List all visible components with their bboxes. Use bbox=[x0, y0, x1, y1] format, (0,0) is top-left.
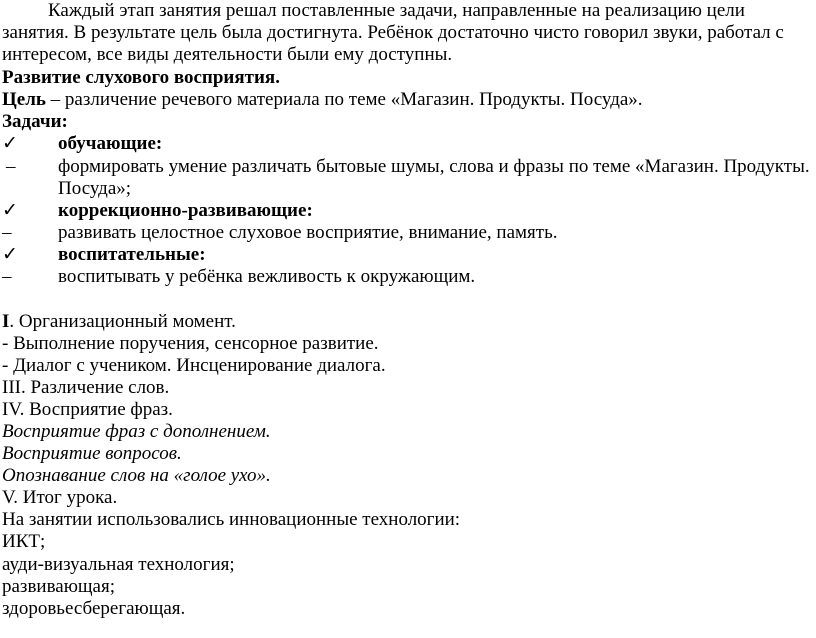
plan-item-1-text: . Организационный момент. bbox=[9, 311, 236, 332]
intro-line-2: занятия. В результате цель была достигнута. Ребёнок достаточно чисто говорил звуки, работал с bbox=[2, 22, 784, 43]
checkmark-icon: ✓ bbox=[2, 244, 18, 265]
plan-item-11: ИКТ; bbox=[2, 531, 46, 552]
intro-line-3: интересом, все виды деятельности были ему доступны. bbox=[2, 44, 453, 65]
plan-item-14: здоровьесберегающая. bbox=[2, 598, 186, 619]
goal-text: – различение речевого материала по теме «Магазин. Продукты. Посуда». bbox=[45, 89, 643, 110]
dash-marker: – bbox=[2, 222, 12, 243]
plan-item-13: развивающая; bbox=[2, 576, 116, 597]
plan-item-1-number: I bbox=[2, 311, 10, 332]
plan-item-3: - Диалог с учеником. Инсценирование диалога. bbox=[2, 355, 386, 376]
task-1-item-line-1: формировать умение различать бытовые шумы, слова и фразы по теме «Магазин. Продукты. bbox=[58, 156, 810, 177]
plan-item-9: V. Итог урока. bbox=[2, 487, 118, 508]
plan-item-5: IV. Восприятие фраз. bbox=[2, 399, 173, 420]
plan-item-6: Восприятие фраз с дополнением. bbox=[2, 421, 271, 442]
plan-item-12: ауди-визуальная технология; bbox=[2, 554, 235, 575]
task-1-item-line-2: Посуда»; bbox=[58, 178, 132, 199]
plan-item-8: Опознавание слов на «голое ухо». bbox=[2, 465, 271, 486]
plan-item-4: III. Различение слов. bbox=[2, 377, 170, 398]
intro-line-1: Каждый этап занятия решал поставленные задачи, направленные на реализацию цели bbox=[48, 0, 745, 21]
section-heading: Развитие слухового восприятия. bbox=[2, 67, 280, 88]
checkmark-icon: ✓ bbox=[2, 133, 18, 154]
checkmark-icon: ✓ bbox=[2, 200, 18, 221]
plan-item-2: - Выполнение поручения, сенсорное развитие. bbox=[2, 333, 379, 354]
plan-item-1 bbox=[2, 311, 236, 333]
tasks-label: Задачи: bbox=[2, 111, 68, 132]
goal-label: Цель bbox=[2, 89, 46, 110]
task-2-item-text: развивать целостное слуховое восприятие, внимание, память. bbox=[58, 222, 558, 243]
task-3-title: воспитательные: bbox=[58, 244, 206, 265]
dash-marker: – bbox=[2, 266, 12, 287]
plan-item-7: Восприятие вопросов. bbox=[2, 443, 182, 464]
task-1-title: обучающие: bbox=[58, 133, 163, 154]
dash-marker: – bbox=[6, 156, 16, 177]
task-3-item-text: воспитывать у ребёнка вежливость к окружающим. bbox=[58, 266, 476, 287]
task-2-title: коррекционно-развивающие: bbox=[58, 200, 313, 221]
goal-line bbox=[2, 89, 643, 111]
plan-item-10: На занятии использовались инновационные технологии: bbox=[2, 509, 461, 530]
